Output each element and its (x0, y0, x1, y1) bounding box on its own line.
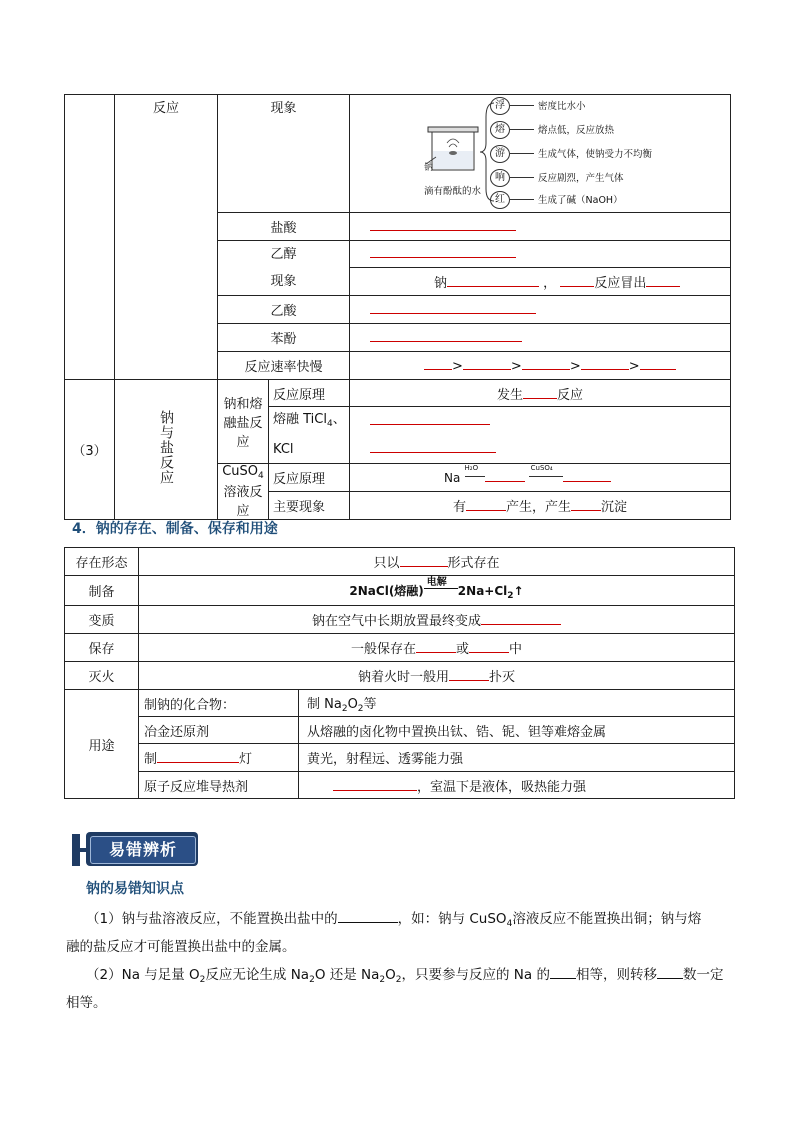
fire-label: 灭火 (65, 662, 139, 690)
mnemonic-list (490, 95, 730, 211)
subscript: 2 (395, 975, 402, 985)
rate-answer (350, 352, 731, 380)
na-text: Na (444, 470, 461, 485)
ticl4-label (269, 407, 350, 464)
answer-blank[interactable] (657, 967, 683, 979)
change-text: 钠在空气中长期放置最终变成 (311, 614, 481, 629)
section4-heading: 4．钠的存在、制备、保存和用途 (72, 521, 278, 537)
subscript: 2 (507, 590, 514, 601)
ticl4-text: 熔融 TiCl (273, 412, 327, 427)
gt-sign: > (569, 358, 581, 374)
use-text: ，室温下是液体，吸热能力强 (417, 779, 587, 795)
principle-text: 发生 (497, 387, 524, 403)
main-text: 有 (452, 500, 466, 515)
use-label: 用途 (65, 690, 139, 799)
answer-blank[interactable] (424, 358, 452, 370)
answer-blank[interactable] (485, 470, 525, 482)
answer-blank[interactable] (447, 275, 539, 287)
subscript: 2 (357, 703, 364, 714)
subscript: 2 (341, 703, 348, 714)
subscript: 4 (326, 419, 333, 429)
main-text: 产生，产生 (506, 500, 572, 515)
answer-blank[interactable] (469, 641, 509, 653)
para-text: O 还是 Na (314, 967, 380, 983)
answer-blank[interactable] (550, 967, 576, 979)
subscript: 2 (379, 975, 386, 985)
ticl4-answer-2 (350, 435, 731, 464)
subscript: 4 (258, 471, 264, 481)
ticl4-answer-1 (350, 407, 731, 436)
answer-blank[interactable] (481, 613, 561, 625)
equation-text: 2NaCl(熔融) (349, 583, 424, 598)
answer-blank[interactable] (560, 275, 594, 287)
ethanol-label (218, 241, 350, 296)
fire-text: 钠着火时一般用 (357, 670, 449, 685)
phenomenon-text: 现象 (270, 274, 297, 289)
fire-text: 扑灭 (489, 670, 516, 685)
banner-title: 易错辨析 (90, 836, 196, 864)
answer-blank[interactable] (157, 751, 239, 763)
store-label: 保存 (65, 634, 139, 662)
use-text: O (347, 696, 358, 712)
sodium-reaction-table (64, 94, 731, 520)
paragraph-2-cont: 相等。 (66, 995, 107, 1011)
cuso4-text: 溶液反应 (223, 485, 263, 519)
mnemonic-row (490, 119, 730, 143)
phenol-answer (350, 324, 731, 352)
cuso4-principle (350, 464, 731, 492)
use4-label: 原子反应堆导热剂 (139, 772, 299, 799)
para-text: O (385, 967, 396, 983)
item-number: （3） (65, 380, 115, 520)
ethanol-text: 乙醇 (270, 247, 297, 262)
ticl4-text: 、 (332, 412, 346, 427)
mnemonic-desc: 反应剧烈，产生气体 (538, 173, 624, 184)
hcl-label: 盐酸 (218, 213, 350, 241)
answer-blank[interactable] (370, 302, 536, 314)
subheading: 钠的易错知识点 (86, 881, 184, 897)
ethanol-phenomenon (350, 268, 731, 296)
acetic-answer (350, 296, 731, 324)
arrow-label: 电解 (426, 576, 447, 588)
mnemonic-row (490, 167, 730, 189)
kcl-text: KCl (273, 442, 294, 457)
change-answer (139, 606, 735, 634)
paragraph-1-cont: 融的盐反应才可能置换出盐中的金属。 (66, 939, 296, 955)
mnemonic-key: 游 (490, 145, 510, 163)
use1-value (299, 690, 735, 717)
blank-cell (65, 95, 115, 380)
gt-sign: > (628, 358, 640, 374)
para-text: 反应无论生成 Na (205, 967, 310, 983)
use2-value: 从熔融的卤化物中置换出钛、锆、铌、钽等难熔金属 (299, 717, 735, 744)
sodium-label: 钠 (424, 163, 434, 173)
phenomenon-header: 现象 (218, 95, 350, 213)
para-text: （2）Na 与足量 O (86, 967, 200, 983)
answer-blank[interactable] (646, 275, 680, 287)
use4-value (299, 772, 735, 799)
subscript: 4 (506, 919, 513, 929)
exist-text: 形式存在 (447, 556, 500, 571)
use3-label (139, 744, 299, 772)
answer-blank[interactable] (370, 413, 490, 425)
exist-label: 存在形态 (65, 548, 139, 576)
phen-text: 反应冒出 (594, 276, 647, 291)
subscript: 2 (309, 975, 315, 985)
mnemonic-row (490, 189, 730, 211)
use-text: 制 Na (307, 696, 342, 712)
use-text: 等 (363, 696, 377, 712)
main-text: 沉淀 (601, 500, 628, 515)
principle-label (269, 380, 350, 407)
principle-text: 反应 (557, 387, 584, 403)
principle-answer (350, 380, 731, 407)
answer-blank[interactable] (338, 911, 398, 923)
answer-blank[interactable] (571, 499, 601, 511)
mnemonic-row (490, 143, 730, 167)
salt-reaction-title-cell (115, 380, 218, 520)
cuso4-label (218, 464, 269, 520)
arrow-label: CuSO₄ (530, 463, 553, 472)
ethanol-answer (350, 241, 731, 268)
mnemonic-desc: 密度比水小 (538, 101, 586, 112)
water-label: 滴有酚酞的水 (424, 186, 482, 197)
use2-label: 冶金还原剂 (139, 717, 299, 744)
mnemonic-key: 红 (490, 191, 510, 209)
rate-label: 反应速率快慢 (218, 352, 350, 380)
answer-blank[interactable] (449, 669, 489, 681)
main-phen-answer (350, 492, 731, 520)
cuso4-text: CuSO (222, 464, 259, 479)
equation-text: 2Na+Cl (457, 583, 508, 598)
para-text: ，只要参与反应的 Na 的 (401, 967, 550, 983)
main-phen-label: 主要现象 (269, 492, 350, 520)
principle-text: 反应原理 (273, 387, 326, 403)
salt-reaction-title: 钠与盐反应 (158, 410, 174, 485)
gt-sign: > (510, 358, 522, 374)
arrow-label: H₂O (464, 463, 479, 472)
answer-blank[interactable] (370, 219, 516, 231)
up-arrow: ↑ (513, 583, 524, 598)
reaction-header: 反应 (115, 95, 218, 380)
exist-answer (139, 548, 735, 576)
phen-text: ， (543, 276, 557, 291)
principle2-label: 反应原理 (269, 464, 350, 492)
gt-sign: > (452, 358, 463, 374)
hcl-answer (350, 213, 731, 241)
answer-blank[interactable] (333, 779, 417, 791)
store-text: 一般保存在 (350, 642, 416, 657)
error-analysis-banner (72, 832, 200, 868)
mnemonic-desc: 生成气体，使钠受力不均衡 (538, 149, 653, 160)
answer-blank[interactable] (640, 358, 676, 370)
answer-blank[interactable] (370, 330, 522, 342)
subscript: 2 (199, 975, 206, 985)
answer-blank[interactable] (463, 358, 511, 370)
mnemonic-desc: 生成了碱（NaOH） (538, 195, 623, 206)
answer-blank[interactable] (581, 358, 629, 370)
mnemonic-key: 响 (490, 169, 510, 187)
acetic-label: 乙酸 (218, 296, 350, 324)
sodium-existence-table (64, 547, 735, 799)
fire-answer (139, 662, 735, 690)
answer-blank[interactable] (563, 470, 611, 482)
use-text: 制 (144, 752, 158, 767)
answer-blank[interactable] (416, 641, 456, 653)
store-text: 中 (509, 642, 523, 657)
phenol-label: 苯酚 (218, 324, 350, 352)
answer-blank[interactable] (522, 358, 570, 370)
mnemonic-key: 熔 (490, 121, 510, 139)
molten-salt-label (218, 380, 269, 464)
electrolysis-arrow (424, 576, 458, 595)
use-text: 灯 (239, 752, 253, 767)
exist-text: 只以 (373, 556, 400, 571)
answer-blank[interactable] (370, 441, 496, 453)
para-text: ，如：钠与 CuSO (397, 911, 507, 927)
mnemonic-desc: 熔点低，反应放热 (538, 125, 615, 136)
molten-text: 钠和熔融盐反应 (223, 397, 263, 450)
mnemonic-key: 浮 (490, 97, 510, 115)
use1-label: 制钠的化合物： (139, 690, 299, 717)
arrow-h2o (464, 463, 485, 482)
water-reaction-diagram-cell (350, 95, 731, 213)
answer-blank[interactable] (466, 499, 506, 511)
para-text: 相等，则转移 (575, 967, 657, 983)
answer-blank[interactable] (370, 246, 516, 258)
para-text: 数一定 (682, 967, 724, 983)
phen-text: 钠 (434, 276, 448, 291)
answer-blank[interactable] (400, 555, 448, 567)
change-label: 变质 (65, 606, 139, 634)
use3-value: 黄光，射程远、透雾能力强 (299, 744, 735, 772)
prep-label: 制备 (65, 576, 139, 606)
para-text: （1）钠与盐溶液反应，不能置换出盐中的 (86, 911, 338, 927)
store-text: 或 (455, 642, 469, 657)
answer-blank[interactable] (523, 387, 557, 399)
arrow-cuso4 (529, 463, 563, 482)
para-text: 溶液反应不能置换出铜；钠与熔 (512, 911, 702, 927)
mnemonic-row (490, 95, 730, 119)
prep-equation (139, 576, 735, 606)
store-answer (139, 634, 735, 662)
